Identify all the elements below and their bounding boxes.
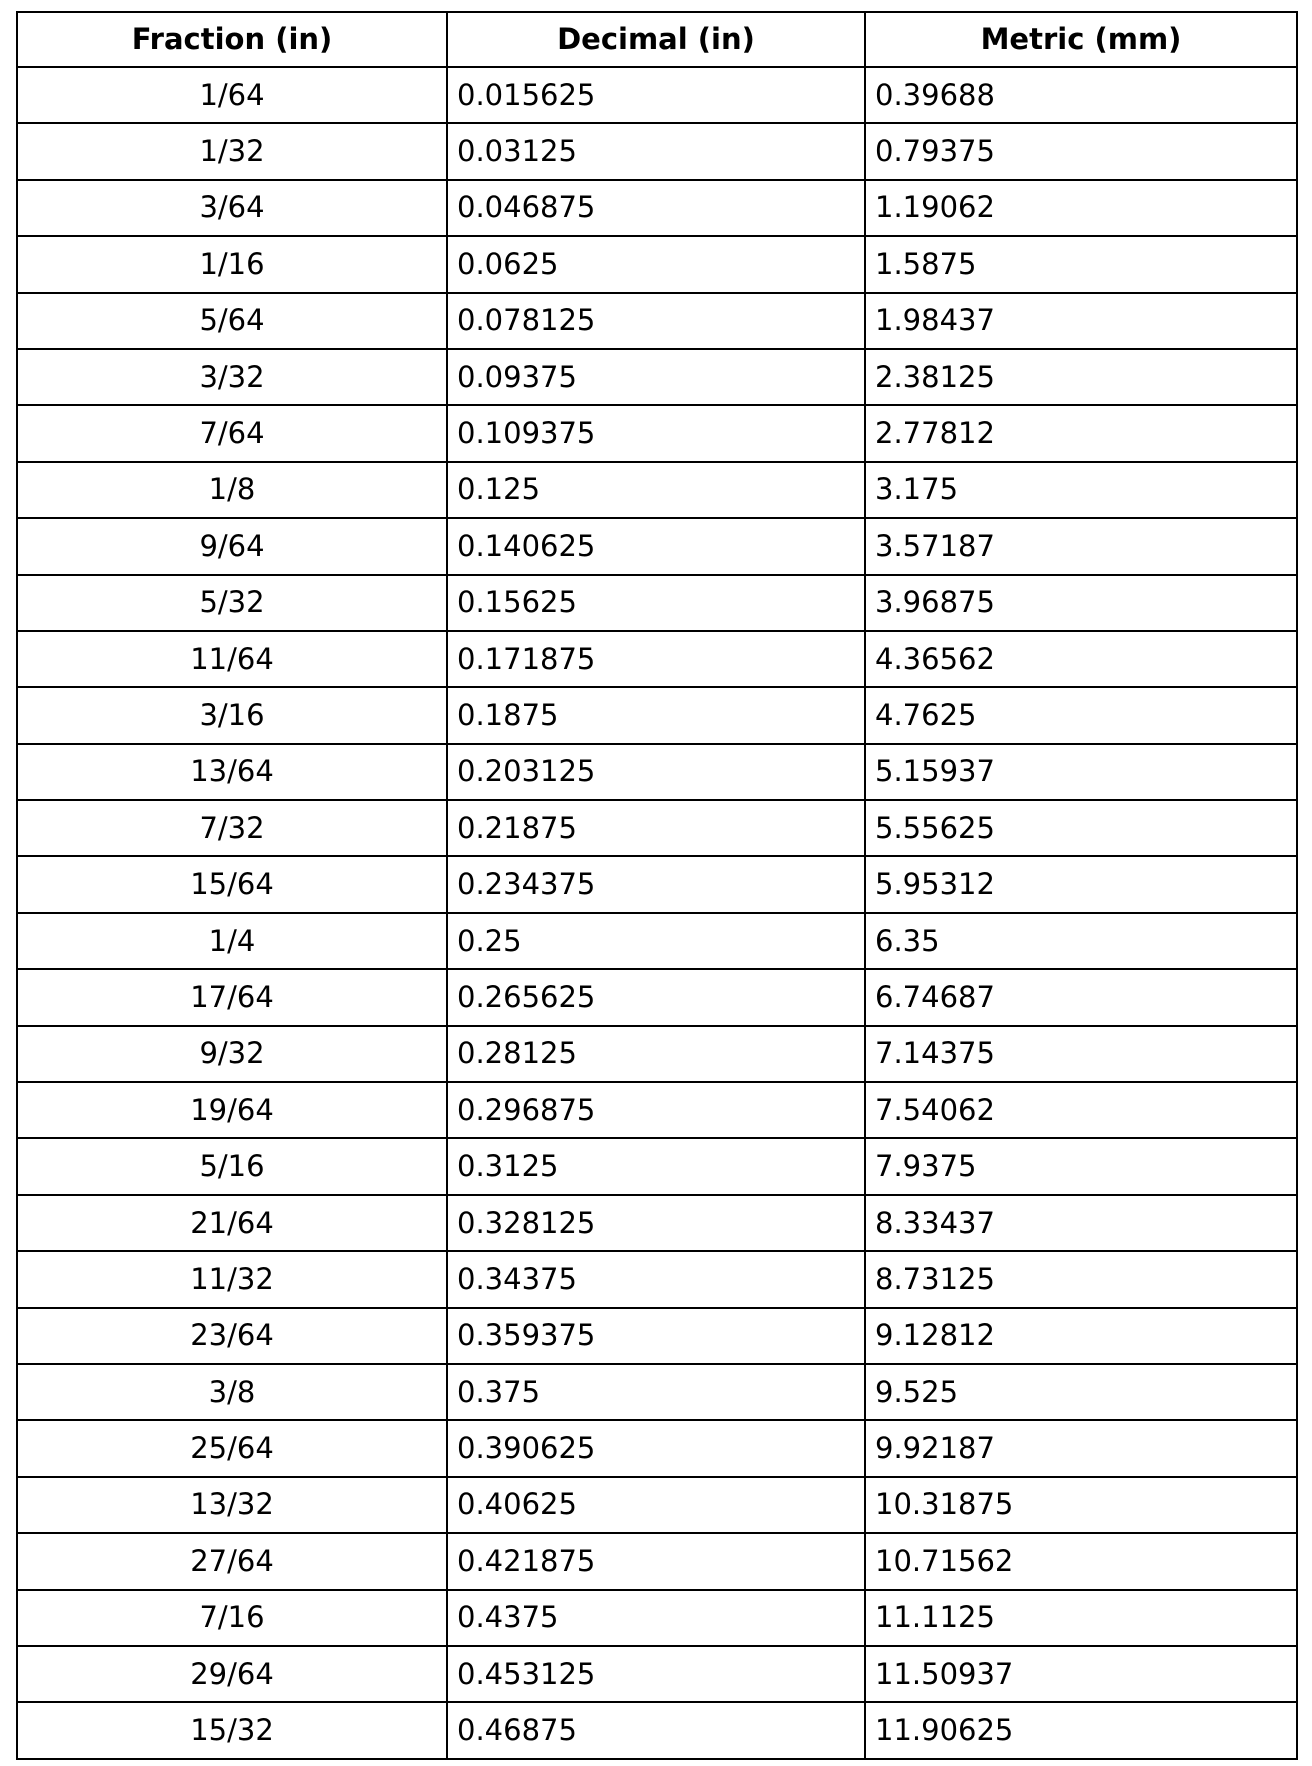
metric-cell: 0.39688 <box>865 67 1297 123</box>
fraction-cell: 3/32 <box>17 349 447 405</box>
fraction-cell: 1/32 <box>17 123 447 179</box>
metric-cell: 9.92187 <box>865 1420 1297 1476</box>
metric-cell: 11.1125 <box>865 1590 1297 1646</box>
decimal-cell: 0.203125 <box>447 744 865 800</box>
metric-cell: 0.79375 <box>865 123 1297 179</box>
table-row <box>17 123 1297 179</box>
metric-cell: 9.12812 <box>865 1308 1297 1364</box>
metric-cell: 2.77812 <box>865 405 1297 461</box>
fraction-cell: 3/8 <box>17 1364 447 1420</box>
fraction-cell: 17/64 <box>17 969 447 1025</box>
metric-cell: 2.38125 <box>865 349 1297 405</box>
table-row <box>17 405 1297 461</box>
fraction-cell: 13/32 <box>17 1477 447 1533</box>
fraction-cell: 3/64 <box>17 180 447 236</box>
metric-cell: 4.7625 <box>865 687 1297 743</box>
fraction-cell: 13/64 <box>17 744 447 800</box>
fraction-cell: 11/32 <box>17 1251 447 1307</box>
table-row <box>17 1702 1297 1759</box>
table-row <box>17 1590 1297 1646</box>
metric-cell: 5.15937 <box>865 744 1297 800</box>
table-row <box>17 1533 1297 1589</box>
table-body <box>17 67 1297 1759</box>
metric-cell: 1.98437 <box>865 293 1297 349</box>
table-row <box>17 236 1297 292</box>
table-row <box>17 1308 1297 1364</box>
table-row <box>17 744 1297 800</box>
metric-cell: 7.54062 <box>865 1082 1297 1138</box>
decimal-cell: 0.46875 <box>447 1702 865 1759</box>
fraction-cell: 1/64 <box>17 67 447 123</box>
metric-cell: 8.33437 <box>865 1195 1297 1251</box>
table-row <box>17 800 1297 856</box>
fraction-cell: 29/64 <box>17 1646 447 1702</box>
decimal-cell: 0.15625 <box>447 575 865 631</box>
decimal-cell: 0.21875 <box>447 800 865 856</box>
fraction-cell: 15/64 <box>17 856 447 912</box>
decimal-cell: 0.34375 <box>447 1251 865 1307</box>
metric-cell: 1.19062 <box>865 180 1297 236</box>
table-row <box>17 349 1297 405</box>
header-fraction: Fraction (in) <box>17 12 447 67</box>
fraction-cell: 15/32 <box>17 1702 447 1759</box>
fraction-cell: 21/64 <box>17 1195 447 1251</box>
decimal-cell: 0.125 <box>447 462 865 518</box>
fraction-cell: 1/4 <box>17 913 447 969</box>
metric-cell: 1.5875 <box>865 236 1297 292</box>
decimal-cell: 0.234375 <box>447 856 865 912</box>
fraction-cell: 11/64 <box>17 631 447 687</box>
fraction-cell: 1/16 <box>17 236 447 292</box>
metric-cell: 7.9375 <box>865 1138 1297 1194</box>
fraction-cell: 1/8 <box>17 462 447 518</box>
decimal-cell: 0.046875 <box>447 180 865 236</box>
decimal-cell: 0.453125 <box>447 1646 865 1702</box>
table-row <box>17 462 1297 518</box>
metric-cell: 8.73125 <box>865 1251 1297 1307</box>
table-row <box>17 1364 1297 1420</box>
metric-cell: 3.57187 <box>865 518 1297 574</box>
fraction-cell: 9/64 <box>17 518 447 574</box>
decimal-cell: 0.375 <box>447 1364 865 1420</box>
table-row <box>17 293 1297 349</box>
decimal-cell: 0.09375 <box>447 349 865 405</box>
fraction-cell: 5/64 <box>17 293 447 349</box>
fraction-cell: 7/64 <box>17 405 447 461</box>
fraction-cell: 25/64 <box>17 1420 447 1476</box>
table-row <box>17 1082 1297 1138</box>
decimal-cell: 0.40625 <box>447 1477 865 1533</box>
metric-cell: 5.95312 <box>865 856 1297 912</box>
metric-cell: 6.35 <box>865 913 1297 969</box>
table-row <box>17 1195 1297 1251</box>
fraction-cell: 7/32 <box>17 800 447 856</box>
decimal-cell: 0.171875 <box>447 631 865 687</box>
header-row <box>17 12 1297 67</box>
decimal-cell: 0.4375 <box>447 1590 865 1646</box>
metric-cell: 4.36562 <box>865 631 1297 687</box>
table-row <box>17 1646 1297 1702</box>
fraction-cell: 5/16 <box>17 1138 447 1194</box>
table-row <box>17 67 1297 123</box>
conversion-table <box>16 11 1298 1760</box>
decimal-cell: 0.25 <box>447 913 865 969</box>
metric-cell: 6.74687 <box>865 969 1297 1025</box>
metric-cell: 7.14375 <box>865 1026 1297 1082</box>
metric-cell: 10.31875 <box>865 1477 1297 1533</box>
table-row <box>17 1251 1297 1307</box>
decimal-cell: 0.421875 <box>447 1533 865 1589</box>
decimal-cell: 0.0625 <box>447 236 865 292</box>
table-row <box>17 856 1297 912</box>
decimal-cell: 0.015625 <box>447 67 865 123</box>
decimal-cell: 0.265625 <box>447 969 865 1025</box>
fraction-cell: 27/64 <box>17 1533 447 1589</box>
table-row <box>17 631 1297 687</box>
table-row <box>17 1477 1297 1533</box>
header-metric: Metric (mm) <box>865 12 1297 67</box>
decimal-cell: 0.390625 <box>447 1420 865 1476</box>
decimal-cell: 0.1875 <box>447 687 865 743</box>
decimal-cell: 0.28125 <box>447 1026 865 1082</box>
fraction-cell: 7/16 <box>17 1590 447 1646</box>
decimal-cell: 0.140625 <box>447 518 865 574</box>
metric-cell: 10.71562 <box>865 1533 1297 1589</box>
metric-cell: 3.96875 <box>865 575 1297 631</box>
table-row <box>17 1420 1297 1476</box>
decimal-cell: 0.109375 <box>447 405 865 461</box>
metric-cell: 3.175 <box>865 462 1297 518</box>
decimal-cell: 0.296875 <box>447 1082 865 1138</box>
table-row <box>17 687 1297 743</box>
decimal-cell: 0.03125 <box>447 123 865 179</box>
decimal-cell: 0.078125 <box>447 293 865 349</box>
table-row <box>17 1026 1297 1082</box>
metric-cell: 5.55625 <box>865 800 1297 856</box>
fraction-cell: 23/64 <box>17 1308 447 1364</box>
table-row <box>17 913 1297 969</box>
fraction-cell: 19/64 <box>17 1082 447 1138</box>
table-row <box>17 1138 1297 1194</box>
table-row <box>17 518 1297 574</box>
metric-cell: 9.525 <box>865 1364 1297 1420</box>
decimal-cell: 0.359375 <box>447 1308 865 1364</box>
metric-cell: 11.50937 <box>865 1646 1297 1702</box>
header-decimal: Decimal (in) <box>447 12 865 67</box>
fraction-cell: 9/32 <box>17 1026 447 1082</box>
fraction-cell: 3/16 <box>17 687 447 743</box>
fraction-cell: 5/32 <box>17 575 447 631</box>
decimal-cell: 0.3125 <box>447 1138 865 1194</box>
table-row <box>17 575 1297 631</box>
decimal-cell: 0.328125 <box>447 1195 865 1251</box>
table-row <box>17 180 1297 236</box>
metric-cell: 11.90625 <box>865 1702 1297 1759</box>
table-row <box>17 969 1297 1025</box>
